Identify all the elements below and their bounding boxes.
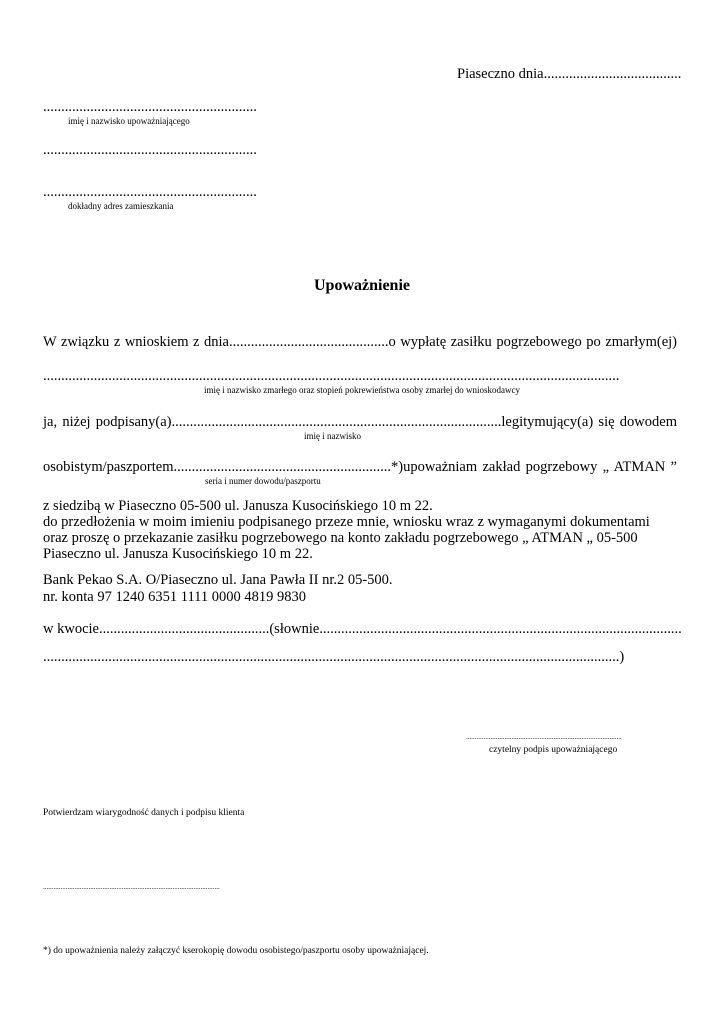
grantor-name-line: ........................................................... [43, 99, 257, 115]
signature-label: czytelny podpis upoważniającego [489, 745, 618, 755]
id-document-label: seria i numer dowodu/paszportu [205, 476, 321, 486]
deceased-line: ............................................................................................................................................................... [43, 368, 620, 384]
application-date-line: W związku z wnioskiem z dnia............................................o wypłatę zasiłku pogrzebowego po zmarłym(ej) [43, 334, 677, 350]
grantor-address-label: dokładny adres zamieszkania [68, 201, 174, 211]
footnote: *) do upoważnienia należy załączyć kserokopię dowodu osobistego/paszportu osoby upoważniającej. [43, 946, 429, 956]
submission-line: do przedłożenia w moim imieniu podpisanego przeze mnie, wniosku wraz z wymaganymi dokumentami [43, 514, 650, 530]
transfer-request-line: oraz proszę o przekazanie zasiłku pogrzebowego na konto zakładu pogrzebowego „ ATMAN „ 05-500 [43, 530, 638, 546]
id-document-line: osobistym/paszportem............................................................*)upoważniam zakład pogrzebowy „ ATMAN ” [43, 459, 677, 475]
account-number: nr. konta 97 1240 6351 1111 0000 4819 9830 [43, 589, 307, 605]
grantor-address-line-2: ........................................................... [43, 184, 257, 200]
grantor-name-label: imię i nazwisko upoważniającego [68, 116, 190, 126]
signature-line: ......................................................................................... [466, 733, 622, 741]
undersigned-label: imię i nazwisko [304, 431, 361, 441]
grantor-address-line-1: ........................................................... [43, 142, 257, 158]
confirmation-text: Potwierdzam wiarygodność danych i podpisu klienta [43, 808, 245, 818]
amount-continuation-line: ...............................................................................................................................................................) [43, 649, 625, 665]
place-date-line: Piaseczno dnia...................................... [457, 66, 682, 82]
document-title: Upoważnienie [314, 277, 410, 294]
confirmation-signature-line: ..................................................................................................... [43, 883, 220, 891]
amount-line: w kwocie...............................................(słownie.................................................................................................... [43, 621, 682, 637]
deceased-label: imię i nazwisko zmarłego oraz stopień pokrewieństwa osoby zmarłej do wnioskodawcy [204, 385, 520, 395]
company-address-line-2: Piaseczno ul. Janusza Kusocińskiego 10 m 22. [43, 546, 313, 562]
undersigned-line: ja, niżej podpisany(a)...........................................................................................legitymujący(a) się dowodem [43, 414, 677, 430]
bank-name: Bank Pekao S.A. O/Piaseczno ul. Jana Pawła II nr.2 05-500. [43, 572, 393, 588]
company-address-line: z siedzibą w Piaseczno 05-500 ul. Janusza Kusocińskiego 10 m 22. [43, 498, 433, 514]
